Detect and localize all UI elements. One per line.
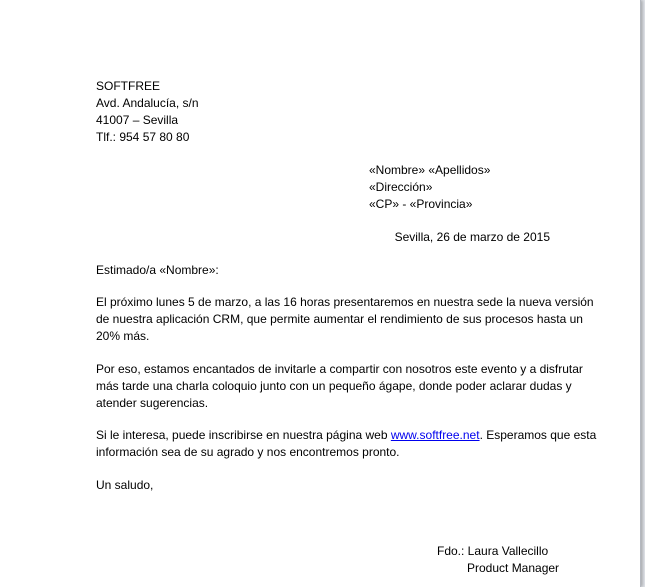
- recipient-name: «Nombre» «Apellidos»: [369, 163, 491, 177]
- paragraph1-line: El próximo lunes 5 de marzo, a las 16 horas presentaremos en nuestra sede la nueva versión: [96, 295, 594, 309]
- paragraph3-line: información sea de su agrado y nos encontremos pronto.: [96, 445, 400, 459]
- sender-address: Avd. Andalucía, s/n: [96, 96, 199, 110]
- paragraph1-line: de nuestra aplicación CRM, que permite aumentar el rendimiento de sus procesos hasta un: [96, 312, 583, 326]
- sender-postal-city: 41007 – Sevilla: [96, 113, 179, 127]
- paragraph2-line: Por eso, estamos encantados de invitarle a compartir con nosotros este evento y a disfrutar: [96, 362, 583, 376]
- paragraph1-line: 20% más.: [96, 329, 150, 343]
- paragraph2-line: más tarde una charla coloquio junto con un pequeño ágape, donde poder aclarar dudas y: [96, 379, 572, 393]
- signature-title: Product Manager: [467, 561, 560, 575]
- paragraph2-line: atender sugerencias.: [96, 396, 209, 410]
- recipient-cp-province: «CP» - «Provincia»: [369, 197, 473, 211]
- closing: Un saludo,: [96, 478, 154, 492]
- sender-company: SOFTFREE: [96, 79, 161, 93]
- signature-name: Fdo.: Laura Vallecillo: [437, 544, 549, 558]
- paragraph3-line: [96, 427, 596, 444]
- website-link[interactable]: www.softfree.net: [390, 428, 480, 442]
- date-line: Sevilla, 26 de marzo de 2015: [394, 230, 550, 244]
- greeting: Estimado/a «Nombre»:: [96, 263, 219, 277]
- sender-phone: Tlf.: 954 57 80 80: [96, 130, 190, 144]
- recipient-address: «Dirección»: [369, 180, 433, 194]
- paragraph3-text-before-link: Si le interesa, puede inscribirse en nuestra página web: [96, 428, 391, 442]
- paragraph3-text-after-link: . Esperamos que esta: [479, 428, 597, 442]
